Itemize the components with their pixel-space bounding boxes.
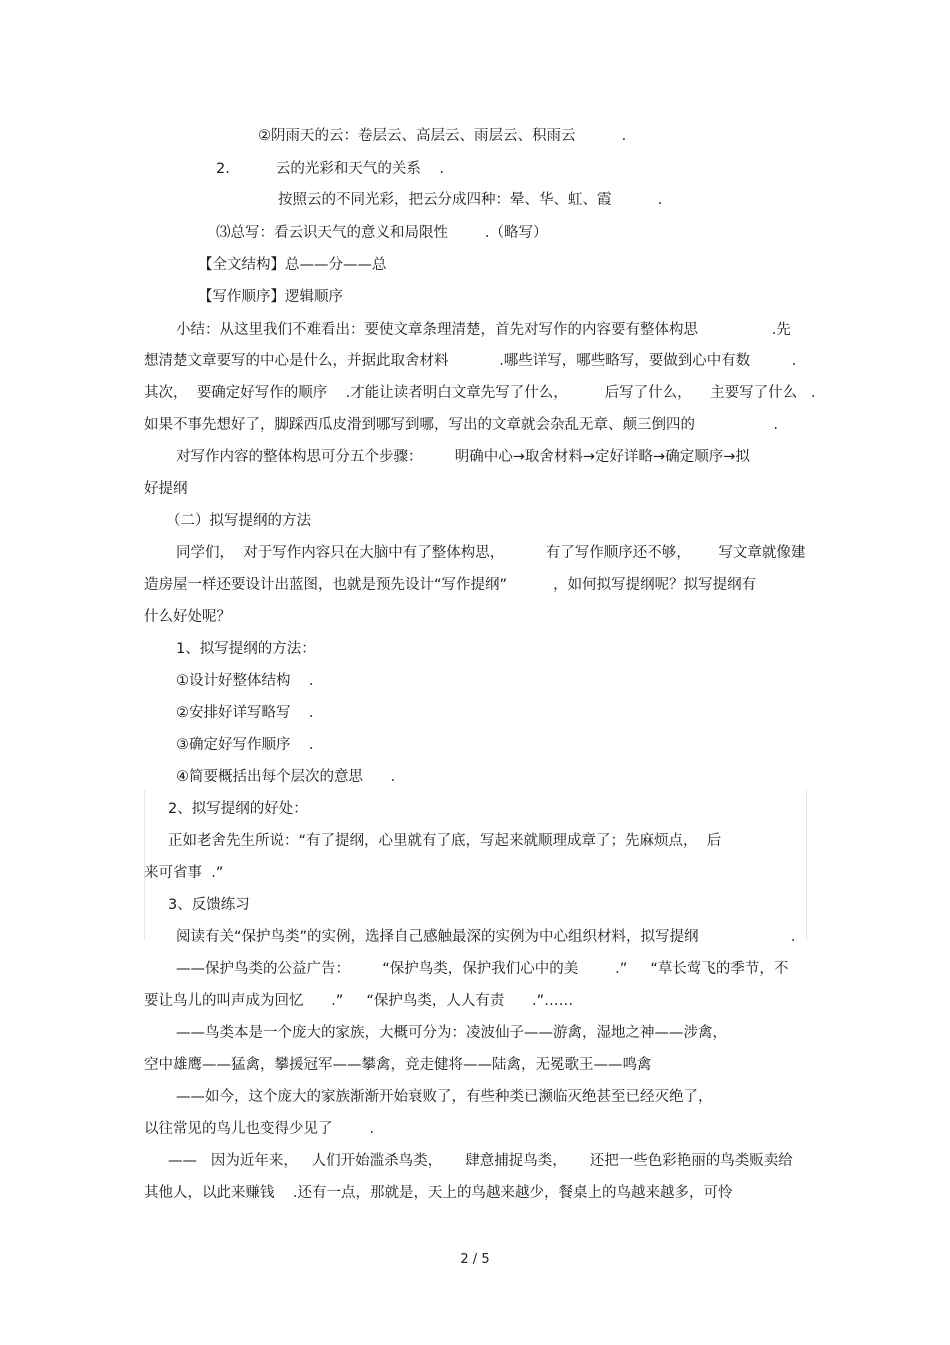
- text-line: —— 因为近年来， 人们开始滥杀鸟类， 肆意捕捉鸟类， 还把一些色彩艳丽的鸟类贩卖给: [168, 1153, 793, 1169]
- text-line: 3、反馈练习: [168, 897, 250, 913]
- text-line: 如果不事先想好了，脚踩西瓜皮滑到哪写到哪，写出的文章就会杂乱无章、颠三倒四的 .: [144, 417, 778, 433]
- section-heading: （二）拟写提纲的方法: [166, 513, 311, 529]
- list-item: ①设计好整体结构 .: [176, 673, 314, 689]
- text-line: 2、拟写提纲的好处：: [168, 801, 308, 817]
- text-line: 同学们， 对于写作内容只在大脑中有了整体构思， 有了写作顺序还不够， 写文章就像建: [176, 545, 806, 561]
- text-line: 阅读有关“保护鸟类”的实例，选择自己感触最深的实例为中心组织材料，拟写提纲 .: [176, 929, 796, 945]
- text-line: 造房屋一样还要设计出蓝图，也就是预先设计“写作提纲” ，如何拟写提纲呢？拟写提纲有: [144, 577, 757, 593]
- text-line: 【写作顺序】逻辑顺序: [198, 289, 343, 305]
- text-line: 什么好处呢？: [144, 609, 231, 625]
- text-line: 【全文结构】总——分——总: [198, 257, 387, 273]
- text-line: 对写作内容的整体构思可分五个步骤： 明确中心→取舍材料→定好详略→确定顺序→拟: [176, 449, 750, 465]
- text-line: 小结：从这里我们不难看出：要使文章条理清楚，首先对写作的内容要有整体构思 .先: [176, 322, 791, 338]
- text-line: 2. 云的光彩和天气的关系 .: [216, 161, 444, 177]
- page-number: 2 / 5: [460, 1252, 490, 1267]
- text-line: 正如老舍先生所说：“有了提纲，心里就有了底，写起来就顺理成章了；先麻烦点， 后: [168, 833, 722, 849]
- text-line: 其他人，以此来赚钱 .还有一点，那就是，天上的鸟越来越少，餐桌上的鸟越来越多，可怜: [144, 1185, 733, 1201]
- list-item: ②安排好详写略写 .: [176, 705, 314, 721]
- text-line: ——鸟类本是一个庞大的家族，大概可分为：凌波仙子——游禽，湿地之神——涉禽，: [176, 1025, 727, 1041]
- text-line: 想清楚文章要写的中心是什么，并据此取舍材料 .哪些详写，哪些略写，要做到心中有数 .: [144, 353, 797, 369]
- text-line: ②阴雨天的云：卷层云、高层云、雨层云、积雨云 .: [258, 128, 627, 144]
- text-line: ⑶总写：看云识天气的意义和局限性 .（略写）: [216, 225, 548, 241]
- text-line: ——保护鸟类的公益广告： “保护鸟类，保护我们心中的美 .” “草长莺飞的季节，不: [176, 961, 789, 977]
- text-line: 来可省事 .”: [144, 865, 224, 881]
- list-item: ④简要概括出每个层次的意思 .: [176, 769, 396, 785]
- text-line: 好提纲: [144, 481, 188, 497]
- text-line: 1、拟写提纲的方法：: [176, 641, 316, 657]
- list-item: ③确定好写作顺序 .: [176, 737, 314, 753]
- text-line: 空中雄鹰——猛禽，攀援冠军——攀禽，竞走健将——陆禽，无冕歌王——鸣禽: [144, 1057, 652, 1073]
- text-line: 要让鸟儿的叫声成为回忆 .” “保护鸟类，人人有责 .”……: [144, 993, 574, 1009]
- text-line: 其次， 要确定好写作的顺序 .才能让读者明白文章先写了什么， 后写了什么， 主要写了什么 .: [144, 385, 816, 401]
- text-line: 按照云的不同光彩，把云分成四种：晕、华、虹、霞 .: [278, 192, 663, 208]
- text-line: ——如今，这个庞大的家族渐渐开始衰败了，有些种类已濒临灭绝甚至已经灭绝了，: [176, 1089, 713, 1105]
- text-line: 以往常见的鸟儿也变得少见了 .: [144, 1121, 374, 1137]
- margin-rule-right: [806, 790, 807, 940]
